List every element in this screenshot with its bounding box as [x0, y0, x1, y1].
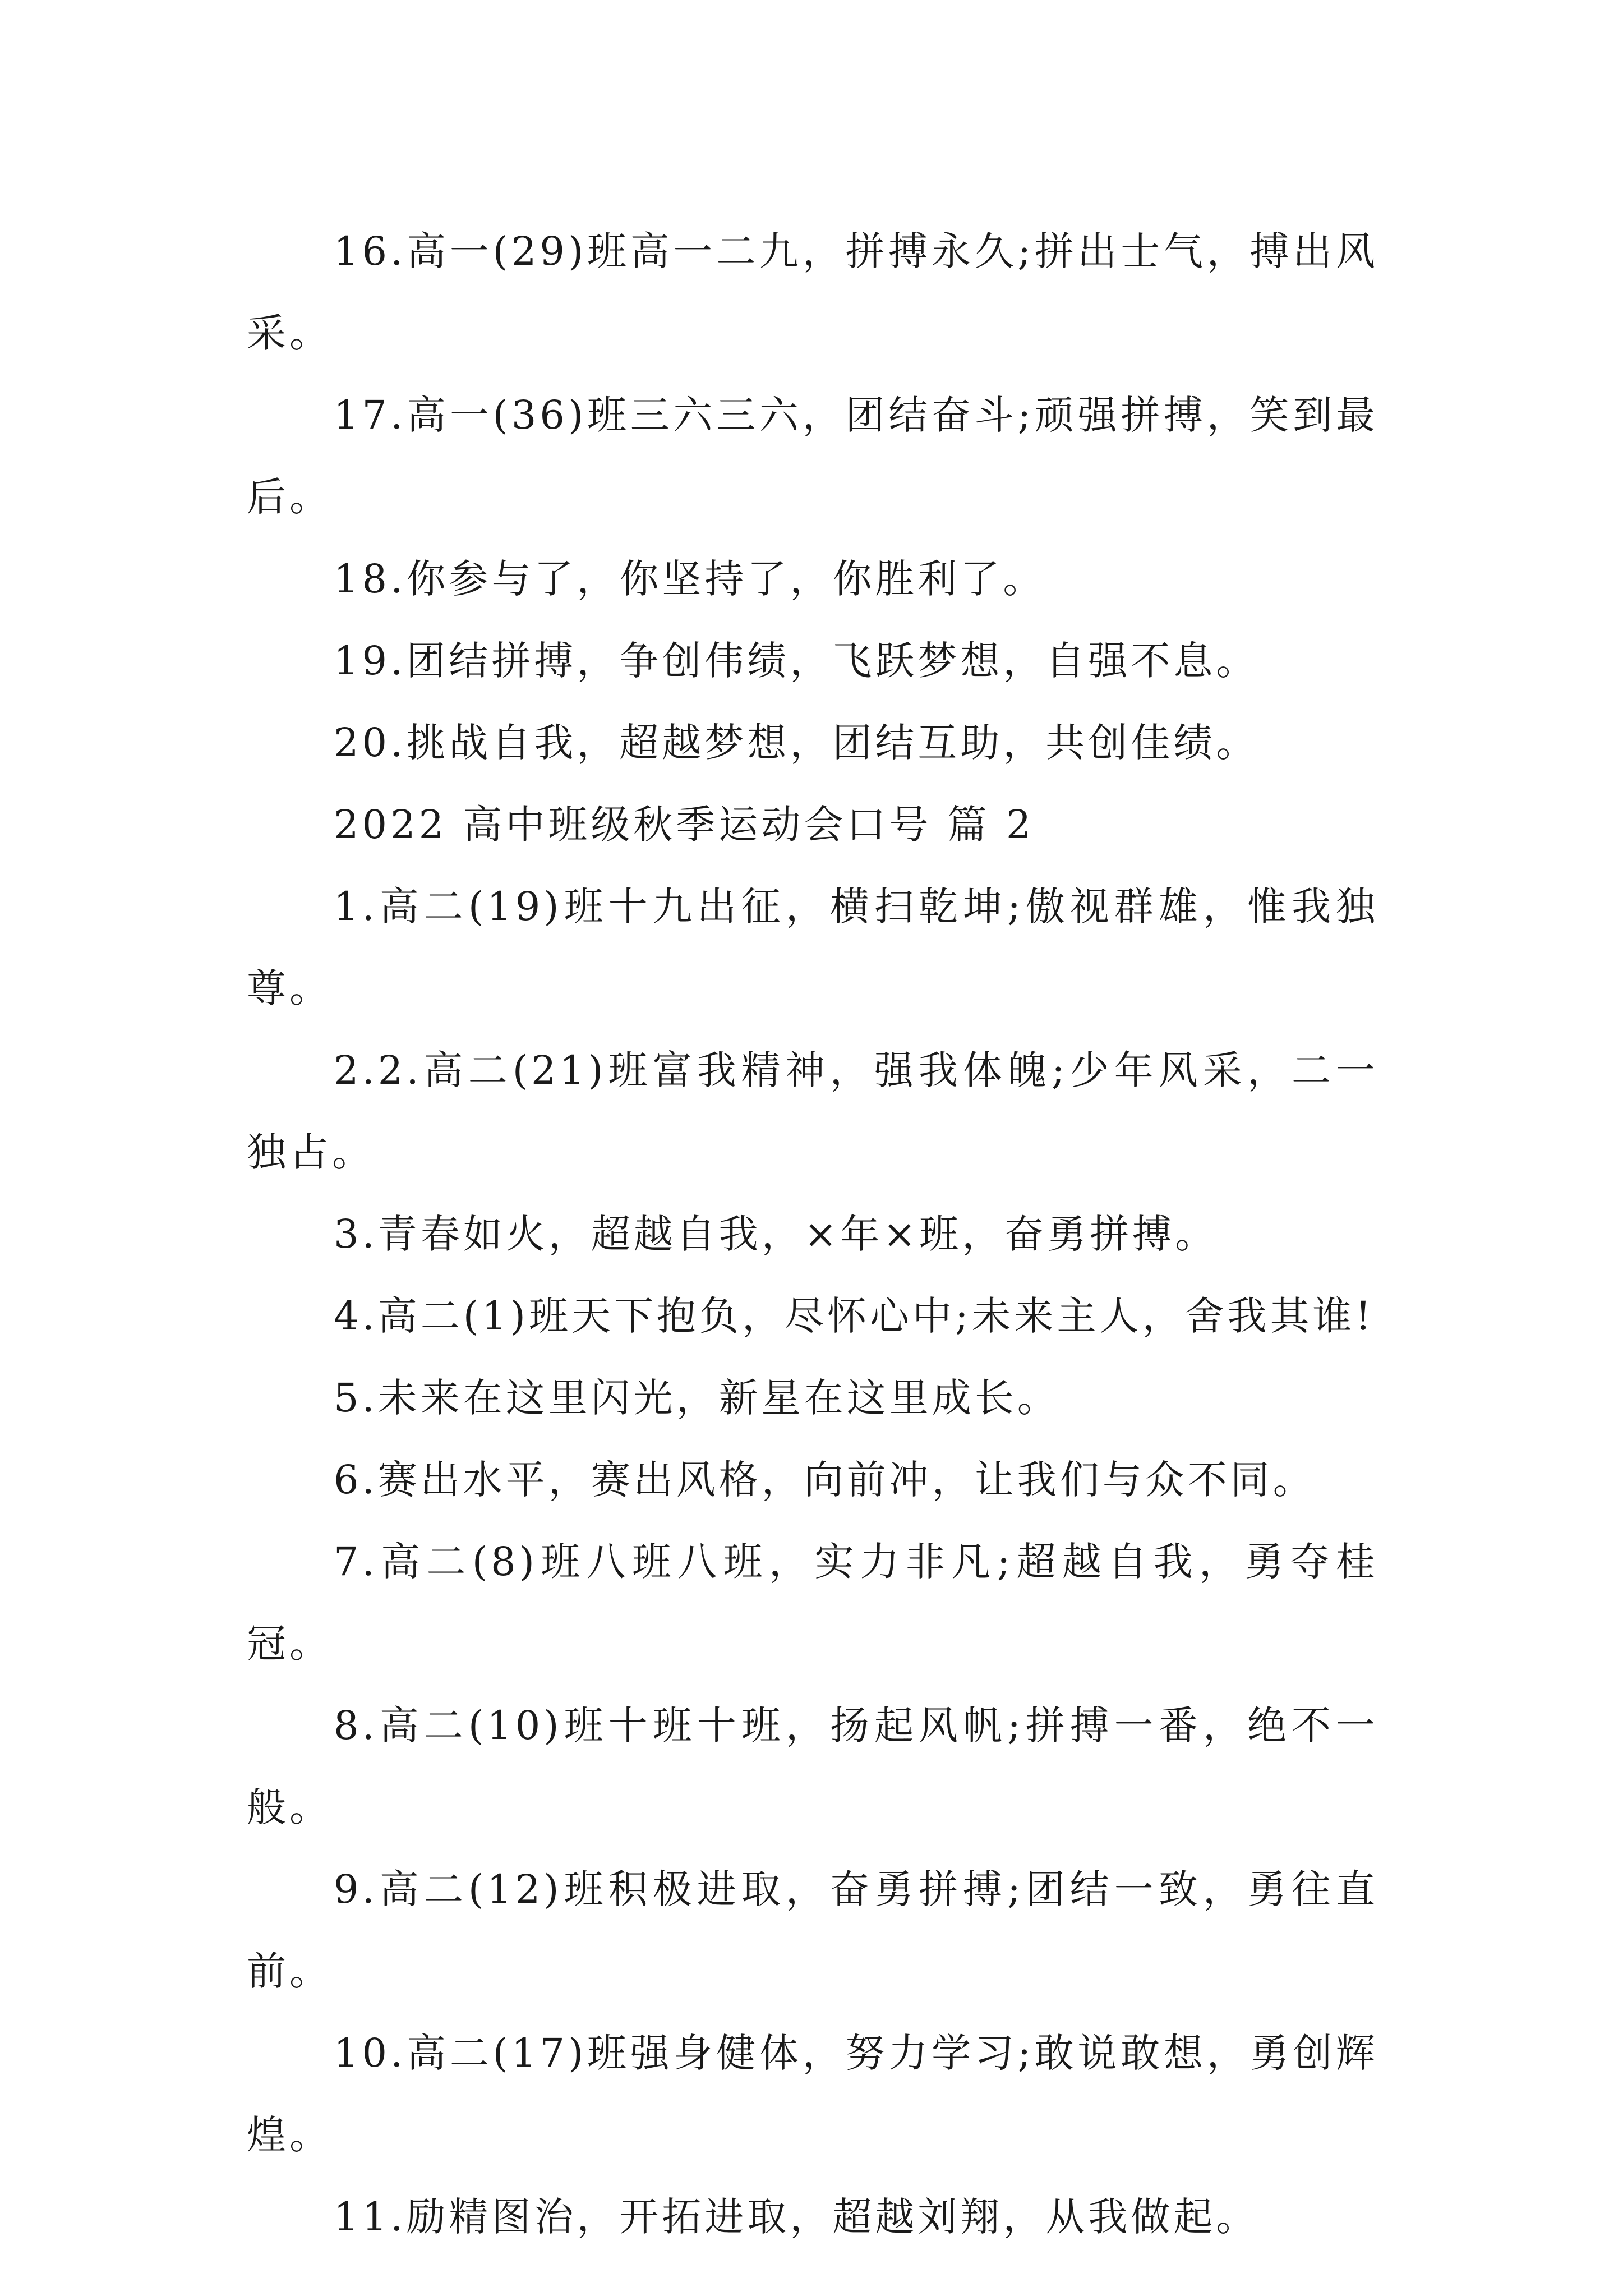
list-item: 10.高二(17)班强身健体，努力学习;敢说敢想，勇创辉煌。: [247, 2030, 1378, 2158]
list-item: 3.青春如火，超越自我，×年×班，奋勇拼搏。: [334, 1211, 1218, 1257]
list-item: 7.高二(8)班八班八班，实力非凡;超越自我，勇夺桂冠。: [247, 1539, 1378, 1667]
list-item: 6.赛出水平，赛出风格，向前冲，让我们与众不同。: [334, 1457, 1316, 1503]
list-item: 19.团结拼搏，争创伟绩，飞跃梦想，自强不息。: [334, 638, 1259, 684]
list-item: 16.高一(29)班高一二九，拼搏永久;拼出士气，搏出风采。: [247, 228, 1378, 356]
list-item: 8.高二(10)班十班十班，扬起风帆;拼搏一番，绝不一般。: [247, 1703, 1378, 1830]
list-item: 11.励精图治，开拓进取，超越刘翔，从我做起。: [334, 2194, 1259, 2240]
list-item: 9.高二(12)班积极进取，奋勇拼搏;团结一致，勇往直前。: [247, 1866, 1378, 1994]
list-item: 2.2.高二(21)班富我精神，强我体魄;少年风采，二一独占。: [247, 1047, 1378, 1175]
list-item: 1.高二(19)班十九出征，横扫乾坤;傲视群雄，惟我独尊。: [247, 884, 1378, 1011]
list-item: 4.高二(1)班天下抱负，尽怀心中;未来主人，舍我其谁!: [334, 1293, 1375, 1339]
list-item: 5.未来在这里闪光，新星在这里成长。: [334, 1375, 1060, 1421]
list-item: 17.高一(36)班三六三六，团结奋斗;顽强拼搏，笑到最后。: [247, 392, 1378, 520]
document-body: [247, 210, 1378, 2258]
list-item: 18.你参与了，你坚持了，你胜利了。: [334, 556, 1046, 602]
section-heading: 2022 高中班级秋季运动会口号 篇 2: [334, 802, 1035, 848]
list-item: 20.挑战自我，超越梦想，团结互助，共创佳绩。: [334, 720, 1259, 766]
